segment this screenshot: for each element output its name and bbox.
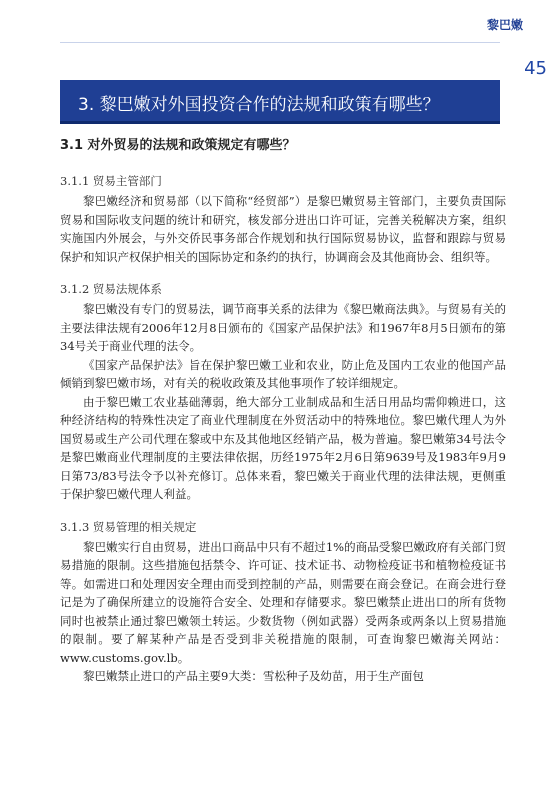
subsection-heading-3-1-1: 3.1.1 贸易主管部门	[60, 174, 162, 188]
paragraph: 黎巴嫩没有专门的贸易法，调节商事关系的法律为《黎巴嫩商法典》。与贸易有关的主要法律法规有2006年12月8日颁布的《国家产品保护法》和1967年8月5日颁布的第34号关于商业代理的法令。	[60, 302, 506, 353]
subsection-heading-3-1-3: 3.1.3 贸易管理的相关规定	[60, 519, 197, 534]
paragraph: 黎巴嫩经济和贸易部（以下简称“经贸部”）是黎巴嫩贸易主管部门，主要负责国际贸易和国际收支问题的统计和研究，核发部分进出口许可证，完善关税解决方案，组织实施国内外展会，与外交侨民事务部合作规划和执行国际贸易协议，监督和跟踪与贸易保护和知识产权保护相关的国际协定和条约的执行，协调商会及其他商协会、组织等。	[60, 194, 506, 264]
paragraph: 黎巴嫩实行自由贸易，进出口商品中只有不超过1%的商品受黎巴嫩政府有关部门贸易措施的限制。这些措施包括禁令、许可证、技术证书、动物检疫证书和植物检疫证书等。如需进口和处理因安全理由而受到控制的产品，则需要在商会登记。在商会进行登记是为了确保所建立的设施符合安全、处理和存储要求。黎巴嫩禁止进出口的所有货物同时也被禁止通过黎巴嫩领土转运。少数货物（例如武器）受两条或两条以上贸易措施的限制。要了解某种产品是否受到非关税措施的限制，可查询黎巴嫩海关网站：www.customs.gov.lb。	[60, 539, 506, 665]
chapter-title: 3. 黎巴嫩对外国投资合作的法规和政策有哪些？	[78, 95, 440, 115]
subsection-heading-3-1-2: 3.1.2 贸易法规体系	[60, 282, 162, 296]
page-body	[60, 128, 506, 686]
paragraph: 《国家产品保护法》旨在保护黎巴嫩工业和农业，防止危及国内工农业的他国产品倾销到黎巴嫩市场，对有关的税收政策及其他事项作了较详细规定。	[60, 357, 506, 390]
paragraph: 黎巴嫩禁止进口的产品主要9大类：雪松种子及幼苗，用于生产面包	[83, 669, 424, 683]
paragraph: 由于黎巴嫩工农业基础薄弱，绝大部分工业制成品和生活日用品均需仰赖进口，这种经济结构的特殊性决定了商业代理制度在外贸活动中的特殊地位。黎巴嫩代理人为外国贸易或生产公司代理在黎或中东及其他地区经销产品，极为普遍。黎巴嫩第34号法令是黎巴嫩商业代理制度的主要法律依据，历经1975年2月6日第9639号及1983年9月9日第73/83号法令予以补充修订。总体来看，黎巴嫩关于商业代理的法律法规，更侧重于保护黎巴嫩代理人利益。	[60, 394, 506, 501]
header-rule	[60, 42, 500, 43]
running-header-country: 黎巴嫩	[486, 18, 523, 32]
page-number: 45	[524, 58, 547, 79]
section-heading-3-1: 3.1 对外贸易的法规和政策规定有哪些？	[60, 138, 296, 153]
chapter-title-bar	[60, 80, 500, 124]
